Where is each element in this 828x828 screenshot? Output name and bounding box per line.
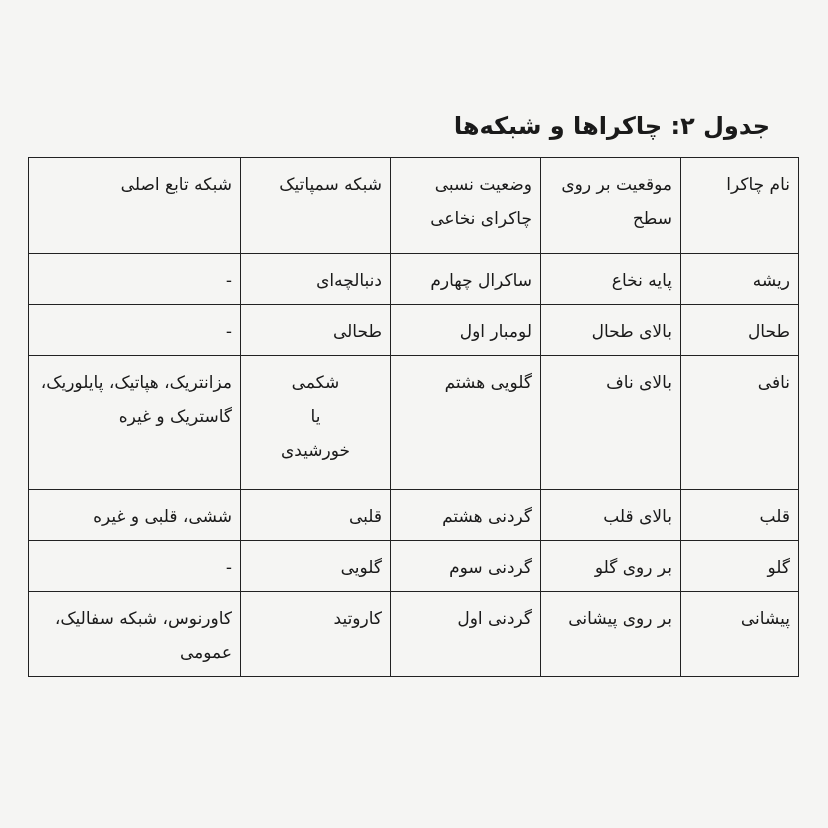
table-title: جدول ۲: چاکراها و شبکه‌ها bbox=[453, 112, 770, 140]
table-row bbox=[29, 592, 799, 677]
surface-location-cell: بالای ناف bbox=[541, 356, 681, 490]
sympathetic-network-cell: گلویی bbox=[241, 541, 391, 592]
table-row bbox=[29, 254, 799, 305]
sympathetic-network-cell: قلبی bbox=[241, 490, 391, 541]
chakra-name-cell: نافی bbox=[681, 356, 799, 490]
sympathetic-network-cell: طحالی bbox=[241, 305, 391, 356]
spinal-position-cell: گردنی اول bbox=[391, 592, 541, 677]
chakra-name-cell: پیشانی bbox=[681, 592, 799, 677]
surface-location-cell: پایه نخاع bbox=[541, 254, 681, 305]
main-sub-network-cell: ششی، قلبی و غیره bbox=[29, 490, 241, 541]
surface-location-cell: بر روی گلو bbox=[541, 541, 681, 592]
table-row bbox=[29, 490, 799, 541]
sympathetic-line: یا bbox=[310, 407, 321, 427]
main-sub-network-cell: کاورنوس، شبکه سفالیک، عمومی bbox=[29, 592, 241, 677]
surface-location-cell: بر روی پیشانی bbox=[541, 592, 681, 677]
chakra-name-cell: طحال bbox=[681, 305, 799, 356]
table-row bbox=[29, 356, 799, 490]
sympathetic-network-cell bbox=[241, 356, 391, 490]
header-surface-location: موقعیت بر روی سطح bbox=[541, 158, 681, 254]
sympathetic-network-cell: کاروتید bbox=[241, 592, 391, 677]
spinal-position-cell: گردنی سوم bbox=[391, 541, 541, 592]
header-chakra-name: نام چاکرا bbox=[681, 158, 799, 254]
chakra-name-cell: گلو bbox=[681, 541, 799, 592]
header-spinal-position: وضعیت نسبی چاکرای نخاعی bbox=[391, 158, 541, 254]
spinal-position-cell: گردنی هشتم bbox=[391, 490, 541, 541]
header-main-sub-network: شبکه تابع اصلی bbox=[29, 158, 241, 254]
chakra-name-cell: ریشه bbox=[681, 254, 799, 305]
surface-location-cell: بالای طحال bbox=[541, 305, 681, 356]
sympathetic-line: شکمی bbox=[291, 373, 340, 393]
table-row bbox=[29, 305, 799, 356]
header-row bbox=[29, 158, 799, 254]
spinal-position-cell: لومبار اول bbox=[391, 305, 541, 356]
surface-location-cell: بالای قلب bbox=[541, 490, 681, 541]
chakra-table bbox=[28, 157, 799, 677]
spinal-position-cell: ساکرال چهارم bbox=[391, 254, 541, 305]
spinal-position-cell: گلویی هشتم bbox=[391, 356, 541, 490]
main-sub-network-cell: - bbox=[29, 541, 241, 592]
main-sub-network-cell: - bbox=[29, 254, 241, 305]
header-sympathetic-network: شبکه سمپاتیک bbox=[241, 158, 391, 254]
main-sub-network-cell: - bbox=[29, 305, 241, 356]
chakra-name-cell: قلب bbox=[681, 490, 799, 541]
sympathetic-line: خورشیدی bbox=[280, 441, 351, 461]
main-sub-network-cell: مزانتریک، هپاتیک، پایلوریک، گاستریک و غیره bbox=[29, 356, 241, 490]
sympathetic-network-cell: دنبالچه‌ای bbox=[241, 254, 391, 305]
table-row bbox=[29, 541, 799, 592]
